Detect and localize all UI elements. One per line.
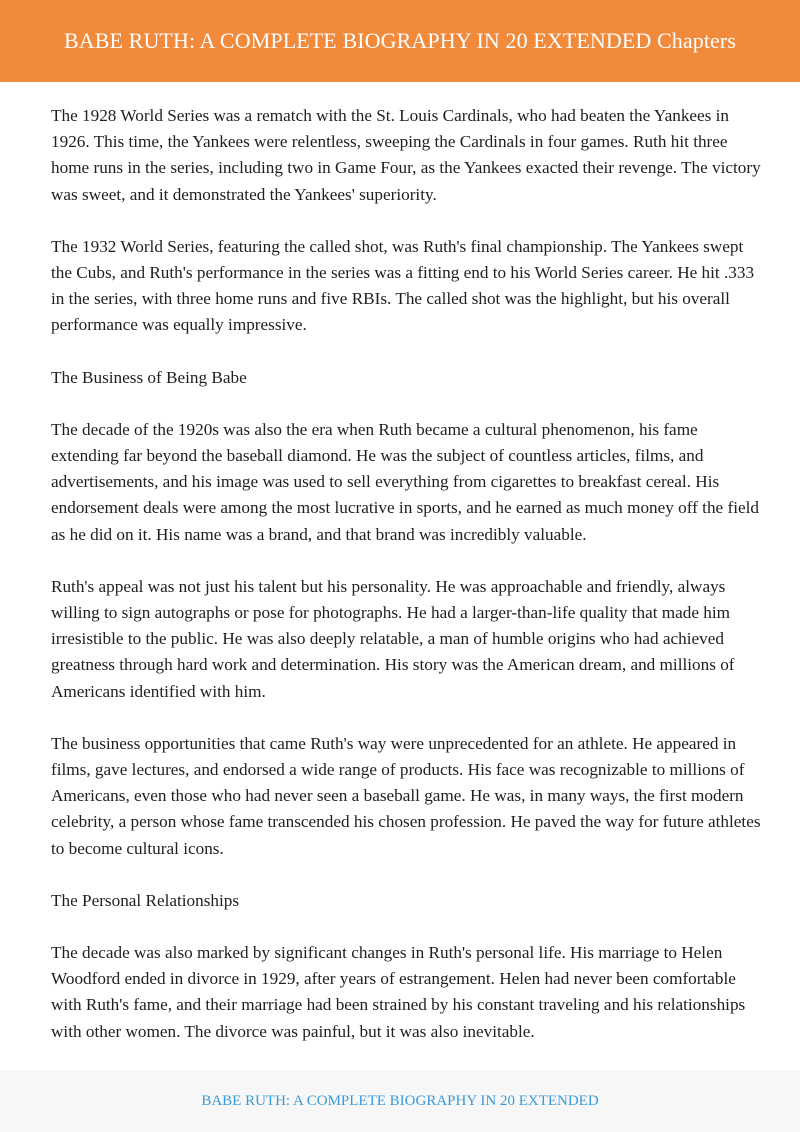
paragraph: Ruth's appeal was not just his talent but his personality. He was approachable and friendly, always willing to sign autographs or pose for photographs. He had a larger-than-life quality that made him irresistible to the public. He was also deeply relatable, a man of humble origins who had achieved greatness through hard work and determination. His story was the American dream, and millions of Americans identified with him. [51,576,735,701]
section-heading: The Business of Being Babe [51,367,247,387]
page-header [0,0,800,82]
paragraph: The 1928 World Series was a rematch with the St. Louis Cardinals, who had beaten the Yankees in 1926. This time, the Yankees were relentless, sweeping the Cardinals in four games. Ruth hit three home runs in the series, including two in Game Four, as the Yankees exacted their revenge. The victory was sweet, and it demonstrated the Yankees' superiority. [51,106,761,204]
paragraph: The decade was also marked by significant changes in Ruth's personal life. His marriage to Helen Woodford ended in divorce in 1929, after years of estrangement. Helen had never been comfortable with Ruth's fame, and their marriage had been strained by his constant traveling and his relationships with other women. The divorce was painful, but it was also inevitable. [51,943,746,1041]
page-footer [0,1070,800,1132]
book-title: BABE RUTH: A COMPLETE BIOGRAPHY IN 20 EXTENDED Chapters [64,28,736,53]
paragraph: The 1932 World Series, featuring the called shot, was Ruth's final championship. The Yankees swept the Cubs, and Ruth's performance in the series was a fitting end to his World Series career. He hit .333 in the series, with three home runs and five RBIs. The called shot was the highlight, but his overall performance was equally impressive. [51,236,755,335]
paragraph: The business opportunities that came Ruth's way were unprecedented for an athlete. He appeared in films, gave lectures, and endorsed a wide range of products. His face was recognizable to millions of Americans, even those who had never seen a baseball game. He was, in many ways, the first modern celebrity, a person whose fame transcended his chosen profession. He paved the way for future athletes to become cultural icons. [51,733,761,858]
paragraph: The decade of the 1920s was also the era when Ruth became a cultural phenomenon, his fame extending far beyond the baseball diamond. He was the subject of countless articles, films, and advertisements, and his image was used to sell everything from cigarettes to breakfast cereal. His endorsement deals were among the most lucrative in sports, and he earned as much money off the field as he did on it. His name was a brand, and that brand was incredibly valuable. [51,419,759,544]
section-heading: The Personal Relationships [51,890,240,910]
chapter-body [51,103,763,1071]
footer-title: BABE RUTH: A COMPLETE BIOGRAPHY IN 20 EXTENDED [201,1092,599,1109]
